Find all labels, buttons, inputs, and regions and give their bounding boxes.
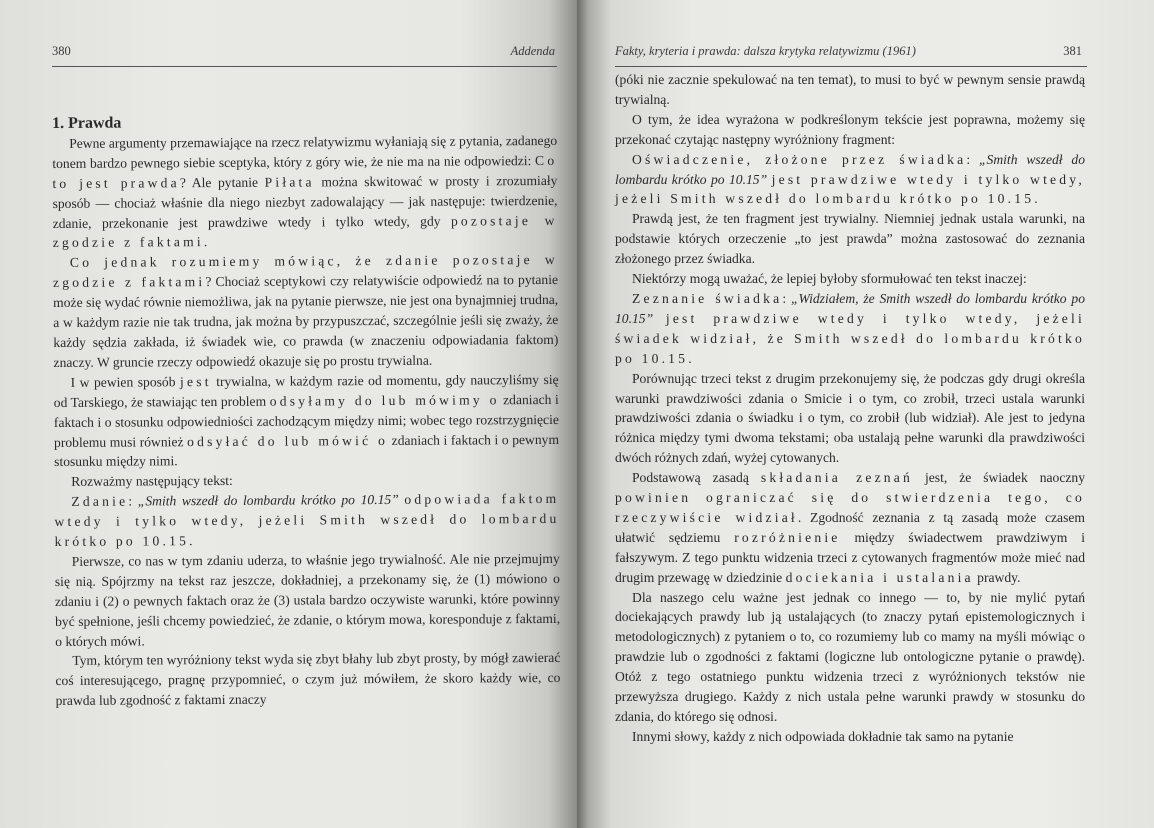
paragraph — [615, 727, 1085, 747]
right-page — [577, 0, 1154, 828]
text-run: O tym, że idea wyrażona w podkreślonym tekście jest poprawna, możemy się przekonać czytając następny wyróżniony fragment: — [615, 111, 1085, 147]
left-page-text — [52, 111, 561, 711]
paragraph — [55, 549, 561, 652]
text-run: Prawdą jest, że ten fragment jest trywialny. Niemniej jednak ustala warunki, na podstawie których orzeczenie „to jest prawda” można zastosować do zeznania złożonego przez świadka. — [615, 211, 1085, 267]
spaced-emphasis: jest prawdziwe wtedy i tylko wtedy, jeżeli świadek widział, że Smith wszedł do lombardu krótko po 10.15 — [615, 310, 1085, 366]
text-run: . — [1034, 191, 1038, 207]
spaced-emphasis: powinien ograniczać się do stwierdzenia tego, co rzeczywiście widział — [615, 490, 1085, 525]
text-run: Innymi słowy, każdy z nich odpowiada dokładnie tak samo na pytanie — [632, 728, 1014, 744]
text-run: zdaniach i faktach i o pewnym stosunku między nimi. — [54, 431, 560, 470]
text-run: można skwitować w prosty i zrozumiały sposób — chociaż właśnie dla niego niezbyt zadowalający — jak następuje: twierdzenie, zdanie, przekonanie jest prawdziwe wtedy i tylko wtedy, gdy — [52, 172, 558, 231]
right-paragraphs — [615, 70, 1085, 747]
text-run: ? Chociaż sceptykowi czy relatywiście odpowiedź na to pytanie może się wydać równie niemożliwa, jak na pytanie pierwsze, nie jest ona bynajmniej trudna, a w każdym razie nie tak trudna, jak można by przypuszczać, szczególnie jeśli się zważy, że każdy sędzia zakłada, iż świadek wie, co prawda (w znaczeniu odpowiadania faktom) znaczy. W gruncie rzeczy odpowiedź okazuje się po prostu trywialna. — [53, 272, 559, 370]
spaced-emphasis: Zdanie — [71, 493, 129, 510]
page-number-left: 380 — [52, 44, 71, 58]
quoted-sentence: „Smith wszedł do lombardu krótko po 10.15” — [137, 492, 399, 509]
text-run: (póki nie zacznie spekulować na ten temat), to musi to być w pewnym sensie prawdą trywialną. — [615, 72, 1085, 107]
text-run: trywialna, w każdym razie od momentu, gdy nauczyliśmy się od Tarskiego, że stawiając ten problem — [53, 371, 559, 410]
text-run: Pewne argumenty przemawiające na rzecz relatywizmu wyłaniają się z pytania, zadanego tonem bardzo pewnego siebie sceptyka, który z góry wie, że nie ma na nie odpowiedzi: — [52, 132, 558, 171]
spaced-emphasis: jest — [179, 373, 212, 390]
spaced-emphasis: odsyłać do lub mówić o — [187, 432, 389, 449]
paragraph — [615, 150, 1085, 210]
spaced-emphasis: rozróżnienie — [734, 529, 841, 545]
paragraph — [615, 289, 1085, 369]
paragraph — [615, 588, 1085, 727]
spaced-emphasis: odsyłamy do lub mówimy o — [269, 391, 500, 409]
text-run: Podstawową zasadą — [632, 470, 761, 486]
spaced-emphasis: odpowiada faktom wtedy i tylko wtedy, jeżeli Smith wszedł do lombardu krótko po 10.15 — [54, 491, 560, 550]
section-title: 1. Prawda — [52, 114, 122, 132]
paragraph — [615, 110, 1085, 150]
text-run: Porównując trzeci tekst z drugim przekonujemy się, że podczas gdy drugi określa warunki prawdziwości zdania o Smicie i o tym, co zrobił, trzeci ustala warunki prawdziwości zdania o świadku i o tym, co zrobił (lub widział). Ale jest to jedyna różnica między tymi dwoma tekstami; oba ustalają pełne warunki dla prawdziwości dwóch różnych zdań, wyżej cytowanych. — [615, 370, 1085, 466]
header-rule-right — [615, 66, 1087, 67]
right-page-text — [615, 70, 1085, 747]
running-head-right: Fakty, kryteria i prawda: dalsza krytyka relatywizmu (1961) — [615, 44, 916, 58]
paragraph — [615, 269, 1085, 289]
quoted-sentence: „Smith wszedł do lombardu krótko po 10.15” — [615, 151, 1085, 187]
paragraph — [615, 209, 1085, 269]
text-run: Dla naszego celu ważne jest jednak co innego — to, by nie mylić pytań dociekających prawdy lub ją ustalających (to znaczy pytań epistemologicznych i metodologicznych) z pytaniem o to, co rozumiemy lub co mamy na myśli mówiąc o prawdzie lub o zgodności z faktami (logiczne lub ontologiczne pytanie o prawdę). Otóż z tego ostatniego punktu widzenia trzeci z wyróżnionych tekstów nie przewyższa drugiego. Każdy z nich ustala pełne warunki prawdy w stosunku do zdania, do którego się odnosi. — [615, 589, 1085, 724]
text-run: : — [128, 493, 138, 509]
paragraph — [615, 468, 1085, 587]
text-run: Rozważmy następujący tekst: — [71, 473, 233, 490]
text-run: : — [966, 151, 979, 167]
spaced-emphasis: dociekania i ustalania — [785, 569, 974, 585]
text-run: prawdy. — [973, 569, 1021, 585]
text-run: między świadectwem prawdziwym i fałszywym. Z tego punktu widzenia trzeci z cytowanych fragmentów może mieć nad drugim przewagę w dziedzinie — [615, 529, 1085, 585]
text-run: . Zgodność zeznania z tą zasadą może czasem ułatwić sędziemu — [615, 509, 1085, 545]
paragraph — [615, 70, 1085, 110]
text-run: zdaniach i faktach i o stosunku odpowiedniości zachodzącym między nimi; wobec tego rozstrzygnięcie problemu musi również — [53, 391, 559, 450]
paragraph — [53, 250, 559, 373]
text-run: jest, że świadek naoczny — [913, 470, 1085, 486]
spaced-emphasis: jest prawdziwe wtedy i tylko wtedy, jeżeli Smith wszedł do lombardu krótko po 10.15 — [615, 171, 1085, 207]
text-run: Niektórzy mogą uważać, że lepiej byłoby sformułować ten tekst inaczej: — [632, 271, 1027, 287]
paragraph — [52, 131, 558, 254]
spaced-emphasis: Zeznanie świadka — [632, 290, 783, 306]
paragraph — [55, 648, 560, 711]
page-number-right: 381 — [1063, 44, 1082, 58]
spaced-emphasis: Co to jest prawda — [52, 152, 558, 191]
text-run — [653, 311, 666, 326]
quoted-sentence: „Widziałem, że Smith wszedł do lombardu krótko po 10.15” — [615, 290, 1085, 326]
spaced-emphasis: składania zeznań — [760, 470, 914, 486]
header-rule-left — [52, 66, 557, 67]
text-run: ? Ale pytanie — [179, 174, 265, 190]
paragraph — [54, 370, 560, 473]
text-run: I w pewien sposób — [70, 374, 181, 390]
left-paragraphs — [52, 131, 561, 711]
text-run: . — [189, 533, 193, 549]
paragraph — [54, 489, 559, 552]
paragraph — [615, 369, 1085, 469]
spaced-emphasis: Oświadczenie, złożone przez świadka — [632, 151, 967, 167]
text-run: : — [782, 290, 791, 306]
spaced-emphasis: pozostaje w zgodzie z faktami — [52, 212, 558, 251]
spaced-emphasis: Piłata — [264, 174, 315, 190]
text-run: . — [688, 350, 692, 366]
spaced-emphasis: Co jednak rozumiemy mówiąc, że zdanie pozostaje w zgodzie z faktami — [52, 252, 558, 291]
text-run: Pierwsze, co nas w tym zdaniu uderza, to właśnie jego trywialność. Ale nie przejmujmy się nią. Spójrzmy na tekst raz jeszcze, dokładniej, a przekonamy się, że (1) mówiono o zdaniu i (2) o pewnych faktach oraz że (3) ustala bardzo oczywiste warunki, które powinny być spełnione, jeśli chcemy powiedzieć, że zdanie, o którym mowa, koresponduje z faktami, o których mówi. — [54, 550, 561, 649]
text-run: Tym, którym ten wyróżniony tekst wyda się zbyt błahy lub zbyt prosty, by mógł zawierać coś interesującego, pragnę przypomnieć, o czym już mówiłem, że skoro każdy wie, co prawda lub zgodność z faktami znaczy — [55, 650, 561, 709]
text-run: . — [203, 234, 208, 250]
running-head-left: Addenda — [510, 44, 555, 58]
